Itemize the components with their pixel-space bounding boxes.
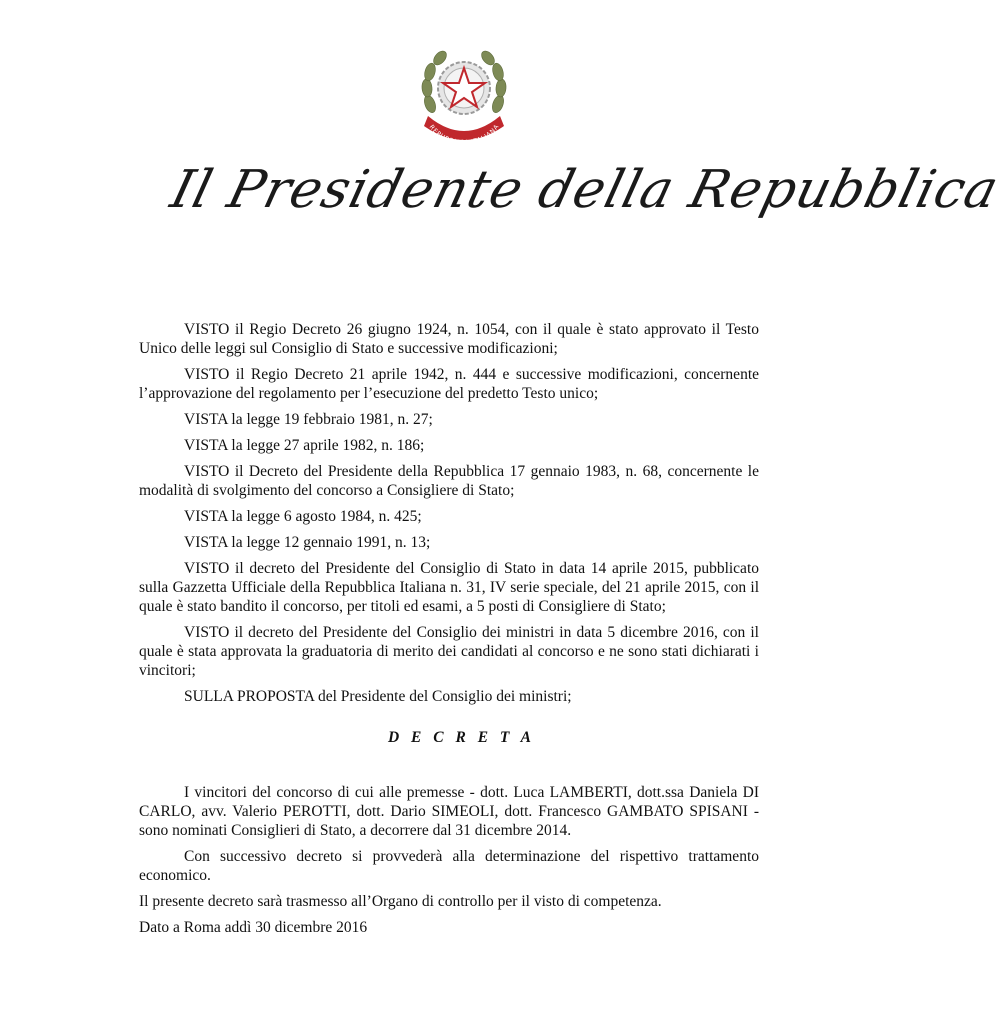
paragraph-legge-1982: VISTA la legge 27 aprile 1982, n. 186; — [184, 437, 425, 454]
paragraph-visto-regio-decreto-1942: VISTO il Regio Decreto 21 aprile 1942, n. 444 e successive modificazioni, concernente l’approvazione del regolamento per l’esecuzione del predetto Testo unico; — [139, 366, 759, 402]
paragraph-dpr-1983: VISTO il Decreto del Presidente della Repubblica 17 gennaio 1983, n. 68, concernente le modalità di svolgimento del concorso a Consigliere di Stato; — [139, 463, 759, 499]
paragraph-trasmissione: Il presente decreto sarà trasmesso all’Organo di controllo per il visto di competenza. — [139, 893, 662, 910]
paragraph-visto-regio-decreto-1924: VISTO il Regio Decreto 26 giugno 1924, n. 1054, con il quale è stato approvato il Testo Unico delle leggi sul Consiglio di Stato e successive modificazioni; — [139, 321, 759, 357]
republic-emblem — [418, 42, 510, 146]
paragraph-bando-concorso: VISTO il decreto del Presidente del Consiglio di Stato in data 14 aprile 2015, pubblicato sulla Gazzetta Ufficiale della Repubblica Italiana n. 31, IV serie speciale, del 21 aprile 2015, con il quale è stato bandito il concorso, per titoli ed esami, a 5 posti di Consigliere di Stato; — [139, 560, 759, 615]
paragraph-vincitori: I vincitori del concorso di cui alle premesse - dott. Luca LAMBERTI, dott.ssa Daniela DI CARLO, avv. Valerio PEROTTI, dott. Dario SIMEOLI, dott. Francesco GAMBATO SPISANI - sono nominati Consiglieri di Stato, a decorrere dal 31 dicembre 2014. — [139, 784, 759, 839]
paragraph-legge-1981: VISTA la legge 19 febbraio 1981, n. 27; — [184, 411, 433, 428]
paragraph-trattamento-economico: Con successivo decreto si provvederà alla determinazione del rispettivo trattamento economico. — [139, 848, 759, 884]
decree-body — [139, 320, 759, 944]
paragraph-graduatoria: VISTO il decreto del Presidente del Consiglio dei ministri in data 5 dicembre 2016, con il quale è stata approvata la graduatoria di merito dei candidati al concorso e ne sono stati dichiarati i vincitori; — [139, 624, 759, 679]
decreta-heading: D E C R E T A — [387, 729, 536, 746]
emblem-ring-text: REPUBBLICA ITALIANA — [427, 123, 501, 146]
paragraph-data-luogo: Dato a Roma addì 30 dicembre 2016 — [139, 919, 368, 936]
president-heading: Il Presidente della Repubblica — [165, 160, 1005, 220]
paragraph-proposta: SULLA PROPOSTA del Presidente del Consiglio dei ministri; — [184, 688, 572, 705]
paragraph-legge-1984: VISTA la legge 6 agosto 1984, n. 425; — [184, 508, 422, 525]
paragraph-legge-1991: VISTA la legge 12 gennaio 1991, n. 13; — [184, 534, 431, 551]
